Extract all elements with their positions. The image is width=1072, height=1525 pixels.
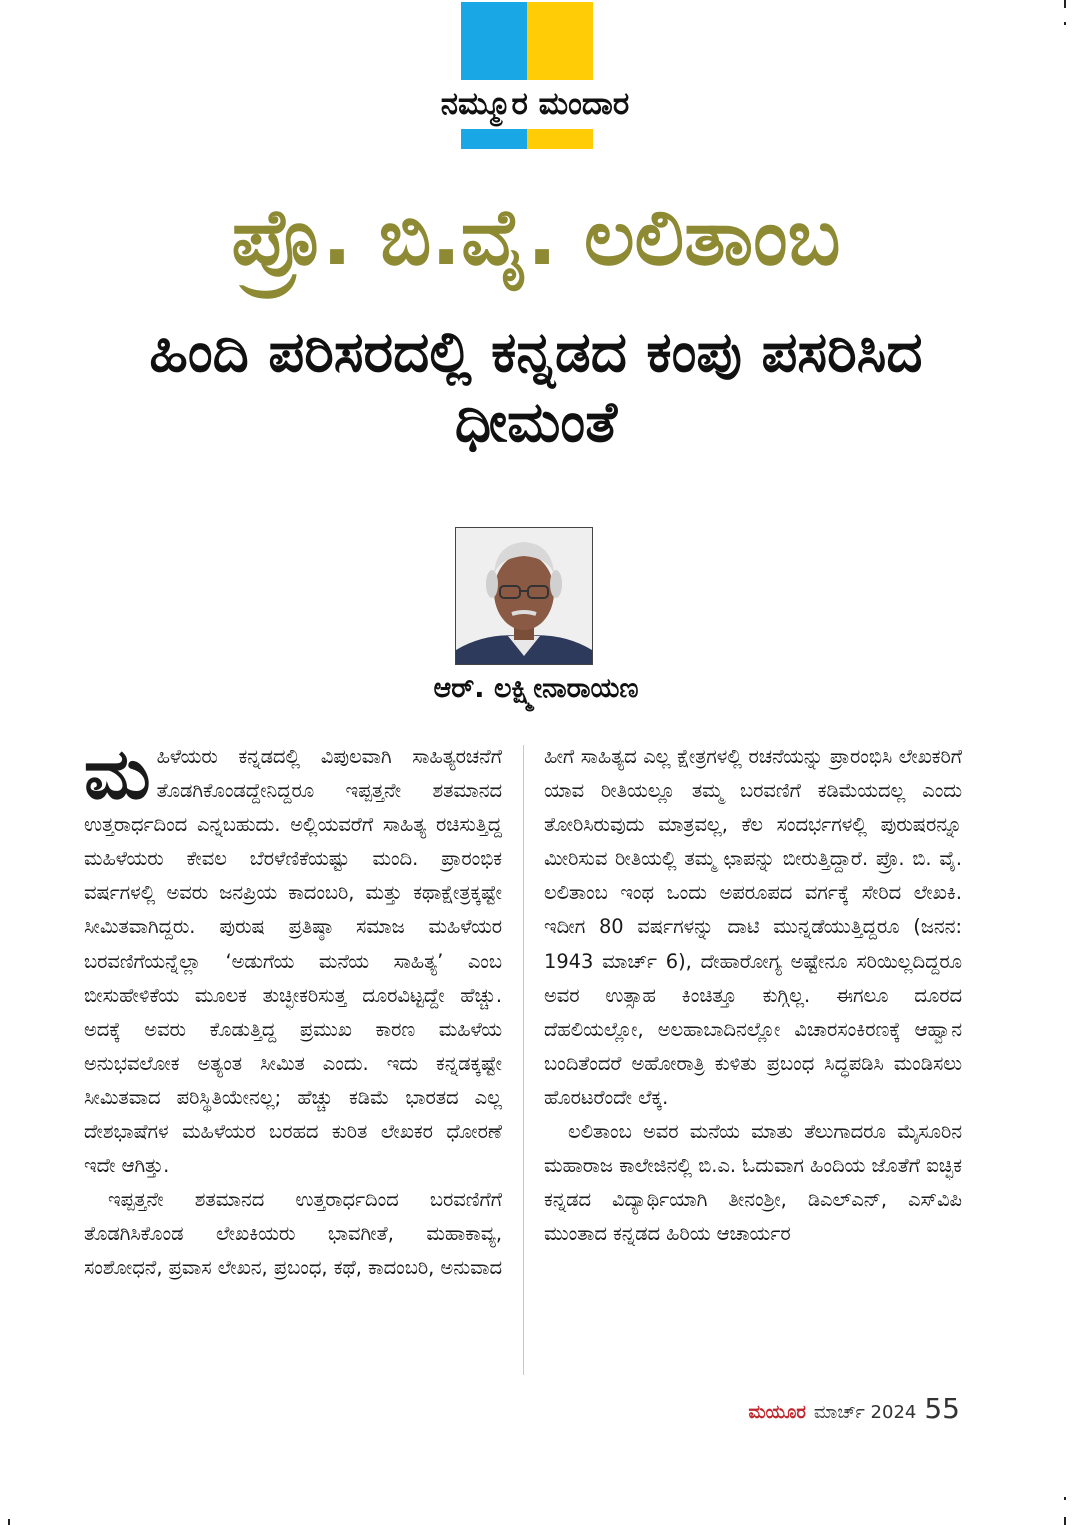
crop-mark <box>1064 1517 1066 1525</box>
article-paragraph: ಲಲಿತಾಂಬ ಅವರ ಮನೆಯ ಮಾತು ತೆಲುಗಾದರೂ ಮೈಸೂರಿನ ಮಹಾರಾಜ ಕಾಲೇಜಿನಲ್ಲಿ ಬಿ.ಎ. ಓದುವಾಗ ಹಿಂದಿಯ ಜೊತೆಗೆ ಐಚ್ಛಿಕ ಕನ್ನಡದ ವಿದ್ಯಾರ್ಥಿಯಾಗಿ ತೀನಂಶ್ರೀ, ಡಿಎಲ್ಎನ್, ಎಸ್‌ವಿಪಿ ಮುಂತಾದ ಕನ್ನಡದ ಹಿರಿಯ ಆಚಾರ್ಯರ <box>544 1120 962 1246</box>
page-footer <box>749 1392 961 1426</box>
crop-mark <box>1064 22 1066 25</box>
paragraph-text: ಹಿಳೆಯರು ಕನ್ನಡದಲ್ಲಿ ವಿಪುಲವಾಗಿ ಸಾಹಿತ್ಯರಚನೆಗೆ ತೊಡಗಿಕೊಂಡದ್ದೇನಿದ್ದರೂ ಇಪ್ಪತ್ತನೇ ಶತಮಾನದ ಉತ್ತರಾರ್ಧದಿಂದ ಎನ್ನಬಹುದು. ಅಲ್ಲಿಯವರೆಗೆ ಸಾಹಿತ್ಯ ರಚಿಸುತ್ತಿದ್ದ ಮಹಿಳೆಯರು ಕೇವಲ ಬೆರಳೆಣಿಕೆಯಷ್ಟು ಮಂದಿ. ಪ್ರಾರಂಭಿಕ ವರ್ಷಗಳಲ್ಲಿ ಅವರು ಜನಪ್ರಿಯ ಕಾದಂಬರಿ, ಮತ್ತು ಕಥಾಕ್ಷೇತ್ರಕ್ಕಷ್ಟೇ ಸೀಮಿತವಾಗಿದ್ದರು. ಪುರುಷ ಪ್ರತಿಷ್ಠಾ ಸಮಾಜ ಮಹಿಳೆಯರ ಬರವಣಿಗೆಯನ್ನೆಲ್ಲಾ ‘ಅಡುಗೆಯ ಮನೆಯ ಸಾಹಿತ್ಯ’ ಎಂಬ ಬೀಸುಹೇಳಿಕೆಯ ಮೂಲಕ ತುಚ್ಛೀಕರಿಸುತ್ತ ದೂರವಿಟ್ಟದ್ದೇ ಹೆಚ್ಚು. ಅದಕ್ಕೆ ಅವರು ಕೊಡುತ್ತಿದ್ದ ಪ್ರಮುಖ ಕಾರಣ ಮಹಿಳೆಯ ಅನುಭವಲೋಕ ಅತ್ಯಂತ ಸೀಮಿತ ಎಂದು. ಇದು ಕನ್ನಡಕ್ಕಷ್ಟೇ ಸೀಮಿತವಾದ ಪರಿಸ್ಥಿತಿಯೇನಲ್ಲ; ಹೆಚ್ಚು ಕಡಿಮೆ ಭಾರತದ ಎಲ್ಲ ದೇಶಭಾಷೆಗಳ ಮಹಿಳೆಯರ ಬರಹದ ಕುರಿತ ಲೇಖಕರ ಧೋರಣೆ ಇದೇ ಆಗಿತ್ತು. <box>84 745 502 1178</box>
article-column-left <box>84 740 502 1380</box>
drop-cap: ಮ <box>84 740 151 815</box>
logo-yellow-strip <box>527 129 593 149</box>
page-number: 55 <box>924 1392 960 1425</box>
crop-mark <box>8 1519 10 1525</box>
article-paragraph <box>84 740 502 1183</box>
author-name: ಆರ್. ಲಕ್ಷ್ಮೀನಾರಾಯಣ <box>433 673 639 704</box>
logo-blue-strip <box>461 129 527 149</box>
column-divider <box>523 745 524 1375</box>
article-paragraph: ಹೀಗೆ ಸಾಹಿತ್ಯದ ಎಲ್ಲ ಕ್ಷೇತ್ರಗಳಲ್ಲಿ ರಚನೆಯನ್ನು ಪ್ರಾರಂಭಿಸಿ ಲೇಖಕರಿಗೆ ಯಾವ ರೀತಿಯಲ್ಲೂ ತಮ್ಮ ಬರವಣಿಗೆ ಕಡಿಮೆಯದಲ್ಲ ಎಂದು ತೋರಿಸಿರುವುದು ಮಾತ್ರವಲ್ಲ, ಕೆಲ ಸಂದರ್ಭಗಳಲ್ಲಿ ಪುರುಷರನ್ನೂ ಮೀರಿಸುವ ರೀತಿಯಲ್ಲಿ ತಮ್ಮ ಛಾಪನ್ನು ಬೀರುತ್ತಿದ್ದಾರೆ. ಪ್ರೊ. ಬಿ. ವೈ. ಲಲಿತಾಂಬ ಇಂಥ ಒಂದು ಅಪರೂಪದ ವರ್ಗಕ್ಕೆ ಸೇರಿದ ಲೇಖಕಿ. ಇದೀಗ 80 ವರ್ಷಗಳನ್ನು ದಾಟಿ ಮುನ್ನಡೆಯುತ್ತಿದ್ದರೂ (ಜನನ: 1943 ಮಾರ್ಚ್ 6), ದೇಹಾರೋಗ್ಯ ಅಷ್ಟೇನೂ ಸರಿಯಿಲ್ಲದಿದ್ದರೂ ಅವರ ಉತ್ಸಾಹ ಕಿಂಚಿತ್ತೂ ಕುಗ್ಗಿಲ್ಲ. ಈಗಲೂ ದೂರದ ದೆಹಲಿಯಲ್ಲೋ, ಅಲಹಾಬಾದಿನಲ್ಲೋ ವಿಚಾರಸಂಕಿರಣಕ್ಕೆ ಆಹ್ವಾನ ಬಂದಿತೆಂದರೆ ಅಹೋರಾತ್ರಿ ಕುಳಿತು ಪ್ರಬಂಧ ಸಿದ್ಧಪಡಿಸಿ ಮಂಡಿಸಲು ಹೊರಟರೆಂದೇ ಲೆಕ್ಕ. <box>544 745 962 1109</box>
crop-mark <box>1064 1497 1066 1500</box>
logo-yellow-block <box>527 2 593 80</box>
logo-blue-block <box>461 2 527 80</box>
article-paragraph: ಇಪ್ಪತ್ತನೇ ಶತಮಾನದ ಉತ್ತರಾರ್ಧದಿಂದ ಬರವಣಿಗೆಗೆ ತೊಡಗಿಸಿಕೊಂಡ ಲೇಖಕಿಯರು ಭಾವಗೀತೆ, ಮಹಾಕಾವ್ಯ, ಸಂಶೋಧನೆ, ಪ್ರವಾಸ ಲೇಖನ, ಪ್ರಬಂಧ, ಕಥೆ, ಕಾದಂಬರಿ, ಅನುವಾದ <box>84 1188 502 1280</box>
article-title: ಪ್ರೊ. ಬಿ.ವೈ. ಲಲಿತಾಂಬ <box>231 193 841 283</box>
portrait-illustration <box>456 528 592 664</box>
author-photo <box>455 527 593 665</box>
magazine-name: ಮಯೂರ <box>748 1402 806 1423</box>
section-label: ನಮ್ಮೂರ ಮಂದಾರ <box>340 82 730 126</box>
article-column-right <box>544 740 962 1380</box>
crop-mark <box>1064 0 1066 8</box>
issue-date: ಮಾರ್ಚ್ 2024 <box>813 1402 917 1423</box>
article-subtitle: ಹಿಂದಿ ಪರಿಸರದಲ್ಲಿ ಕನ್ನಡದ ಕಂಪು ಪಸರಿಸಿದ ಧೀಮಂತೆ <box>149 320 923 455</box>
